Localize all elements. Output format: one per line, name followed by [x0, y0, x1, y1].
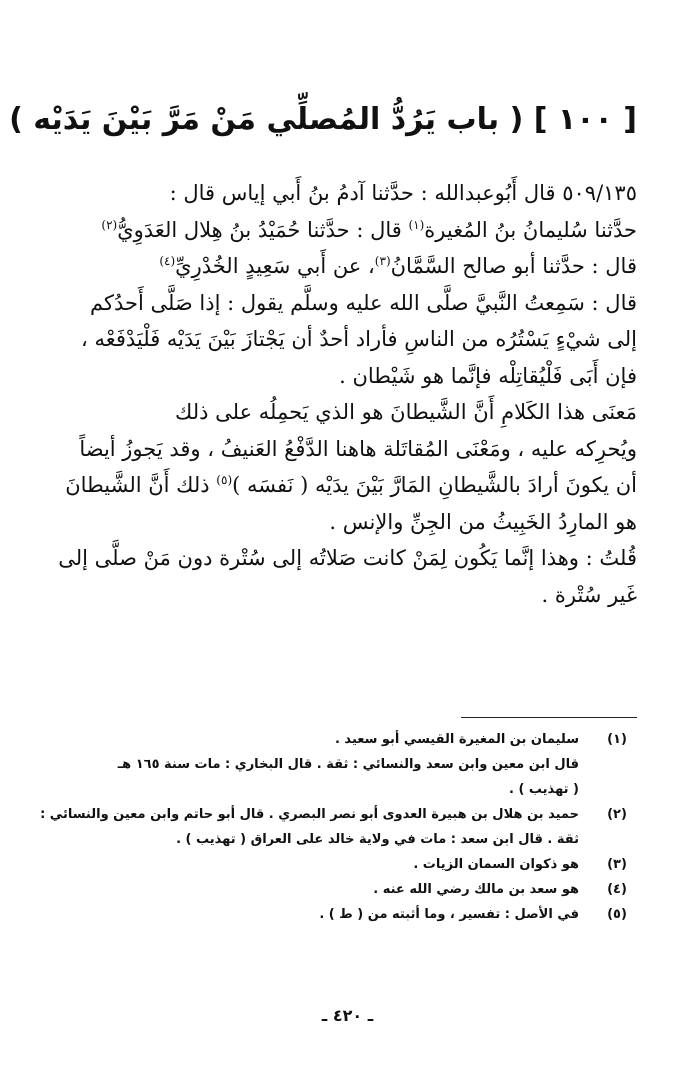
footnote-line: ( تهذيب ) .	[508, 782, 579, 797]
page-number: ـ ٤٢٠ ـ	[321, 1006, 374, 1025]
footnote-item	[57, 877, 637, 902]
footnote-line: سليمان بن المغيرة القيسي أبو سعيد .	[334, 732, 579, 747]
footnote-item	[40, 802, 637, 852]
text-line	[57, 248, 637, 285]
footnote-item	[57, 852, 637, 877]
footnote-line: هو سعد بن مالك رضي الله عنه .	[373, 882, 579, 897]
main-text	[57, 175, 637, 613]
text-segment: قال : حدَّثنا حُمَيْدُ بنُ هِلال العَدَوِيُّ	[117, 217, 409, 242]
footnote-number: (٥)	[607, 907, 627, 922]
text-segment: ويُحرِكه عليه ، ومَعْنَى المُقاتَلة هاهنا الدَّفْعُ العَنيفُ ، وقد يَجوزُ أيضاً	[79, 436, 637, 461]
text-line	[57, 431, 637, 468]
text-line	[57, 175, 637, 212]
text-segment: أن يكونَ أرادَ بالشَّيطانِ المَارَّ بَيْنَ يدَيْه ( نَفسَه )	[232, 473, 637, 497]
footnote-number: (٣)	[607, 857, 627, 872]
text-line	[57, 577, 637, 614]
footnote-number: (١)	[607, 732, 627, 747]
footnote-marker: (٥)	[216, 473, 233, 487]
hadith-paragraph	[57, 175, 637, 394]
text-segment: قال : سَمِعتُ النَّبيَّ صلَّى الله عليه وسلَّم يقول : إذا صَلَّى أَحدُكم	[89, 290, 637, 315]
footnote-marker: (١)	[408, 217, 425, 232]
footnote-marker: (٢)	[101, 217, 118, 232]
text-segment: مَعنَى هذا الكَلامِ أَنَّ الشَّيطانَ هو الذي يَحمِلُه على ذلك	[175, 400, 637, 424]
footnote-item	[57, 902, 637, 927]
text-line	[57, 467, 637, 504]
text-segment: غَير سُتْرة .	[541, 582, 637, 607]
text-segment: قُلتُ : وهذا إنَّما يَكُون لِمَنْ كانت صَلاتُه إلى سُتْرة دون مَنْ صلَّى إلى	[58, 546, 637, 570]
text-line	[57, 285, 637, 322]
footnote-line: ثقة . قال ابن سعد : مات في ولاية خالد على العراق ( تهذيب ) .	[176, 832, 579, 847]
text-segment: قال : حدَّثنا أبو صالح السَّمَّانُ	[390, 254, 637, 278]
footnote-number: (٤)	[607, 882, 627, 897]
text-segment: إلى شيْءٍ يَسْتُرُه من الناسِ فأراد أحدٌ أن يَجْتازَ بَيْنَ يَدَيْه فَلْيَدْفَعْه ،	[81, 327, 637, 351]
text-segment: فإن أَبَى فَلْيُقاتِلْه فإنَّما هو شَيْطان .	[339, 363, 637, 388]
footnote-line: حميد بن هلال بن هبيرة العدوى أبو نصر البصري . قال أبو حاتم وابن معين والنسائي :	[40, 807, 579, 822]
text-segment: حدَّثنا سُليمانُ بنُ المُغيرة	[424, 217, 637, 242]
footnote-line: هو ذكوان السمان الزيات .	[413, 857, 579, 872]
footnote-divider	[461, 717, 637, 718]
text-line	[57, 358, 637, 395]
footnote-number: (٢)	[607, 807, 627, 822]
footnote-item	[57, 727, 637, 802]
chapter-title: [ ١٠٠ ] ( باب يَرُدُّ المُصلِّي مَنْ مَرَّ بَيْنَ يَدَيْه )	[9, 102, 637, 137]
note-paragraph	[57, 540, 637, 613]
footnote-line: قال ابن معين وابن سعد والنسائي : ثقة . قال البخاري : مات سنة ١٦٥ هـ	[117, 757, 579, 772]
text-segment: ، عن أَبي سَعِيدٍ الخُدْرِيِّ	[175, 254, 375, 278]
text-line	[57, 394, 637, 431]
text-segment: ذلك أَنَّ الشَّيطانَ	[65, 473, 217, 497]
commentary-paragraph	[57, 394, 637, 540]
footnote-line: في الأصل : تفسير ، وما أثبته من ( ط ) .	[319, 907, 579, 922]
text-line	[57, 540, 637, 577]
text-line	[57, 212, 637, 249]
text-segment: هو المارِدُ الخَبِيثُ من الجِنِّ والإنس .	[329, 509, 637, 534]
footnote-marker: (٤)	[159, 254, 176, 268]
text-line	[57, 504, 637, 541]
text-line	[57, 321, 637, 358]
footnote-marker: (٣)	[374, 254, 391, 268]
text-segment: ٥٠٩/١٣٥ قال أَبُوعبدالله : حدَّثنا آدمُ بنُ أَبي إياس قال :	[169, 181, 637, 205]
footnotes-section	[40, 727, 637, 927]
